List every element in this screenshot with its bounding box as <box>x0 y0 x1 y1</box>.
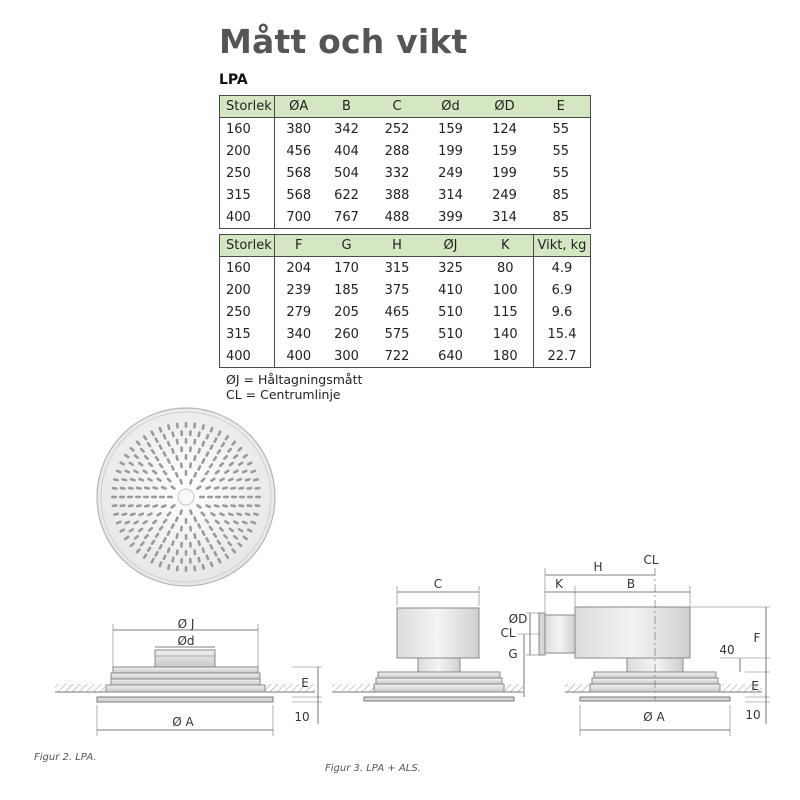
table-cell: 315 <box>220 184 275 206</box>
perforation-slot <box>185 566 188 572</box>
product-subtitle: LPA <box>219 72 248 88</box>
table-cell: 510 <box>438 304 463 320</box>
table-cell: 300 <box>323 345 371 368</box>
table-cell: 249 <box>438 165 463 181</box>
column-header: K <box>478 235 534 257</box>
table-cell: 252 <box>384 121 410 137</box>
perforation-slot <box>207 496 213 499</box>
table-cell: 504 <box>334 165 359 181</box>
perforation-slot <box>185 534 188 540</box>
diffuser-top-view <box>97 408 275 586</box>
table-cell: 767 <box>323 206 371 229</box>
perforation-slot <box>231 496 237 499</box>
dim-h-label: H <box>593 560 603 574</box>
dim-f-label: F <box>753 631 761 645</box>
table-cell: 488 <box>371 206 424 229</box>
perforation-slot <box>189 430 192 436</box>
dim-c-label: C <box>433 577 443 591</box>
table-cell: 465 <box>384 304 410 320</box>
table-cell: 200 <box>220 140 275 162</box>
table-cell: 260 <box>334 326 359 342</box>
table-cell: 115 <box>492 304 518 320</box>
dim-e-label: E <box>301 676 309 690</box>
table-cell: 22.7 <box>534 345 591 368</box>
dim-oj-label: Ø J <box>177 617 195 631</box>
perforation-slot <box>189 558 192 564</box>
dim-oa-label: Ø A <box>643 710 665 724</box>
table-cell: 55 <box>532 162 591 184</box>
table-cell: 6.9 <box>534 279 591 301</box>
perforation-slot <box>167 496 173 499</box>
table-cell: 404 <box>334 143 359 159</box>
table-cell: 55 <box>532 118 591 141</box>
table-cell: 170 <box>334 260 359 276</box>
table-cell: 388 <box>384 187 410 203</box>
table-cell: 575 <box>384 326 410 342</box>
perforation-slot <box>127 496 133 499</box>
column-header: ØD <box>478 96 532 118</box>
dim-k-label: K <box>555 577 563 591</box>
table-cell: 325 <box>438 260 463 276</box>
column-header: F <box>275 235 323 257</box>
page-title: Mått och vikt <box>219 22 468 61</box>
table-cell: 314 <box>438 187 463 203</box>
column-header: C <box>371 96 424 118</box>
table-cell: 239 <box>286 282 312 298</box>
table-cell: 85 <box>532 184 591 206</box>
table-cell: 314 <box>478 206 532 229</box>
table-cell: 180 <box>478 345 534 368</box>
table-cell: 640 <box>424 345 478 368</box>
table-cell: 700 <box>275 206 323 229</box>
perforation-slot <box>223 496 229 499</box>
table-cell: 456 <box>286 143 312 159</box>
column-header: B <box>323 96 371 118</box>
perforation-slot <box>119 496 125 499</box>
perforation-slot <box>247 496 253 499</box>
table-cell: 510 <box>438 326 463 342</box>
table-cell: 55 <box>532 140 591 162</box>
table-cell: 410 <box>438 282 463 298</box>
table-cell: 342 <box>334 121 359 137</box>
perforation-slot <box>159 496 165 499</box>
dim-cl-top-label: CL <box>643 553 659 567</box>
table-cell: 160 <box>220 118 275 141</box>
table-cell: 200 <box>220 279 275 301</box>
perforation-slot <box>255 496 261 499</box>
perforation-slot <box>111 496 117 499</box>
figure3-caption: Figur 3. LPA + ALS. <box>325 763 421 774</box>
perforation-slot <box>180 430 183 436</box>
perforation-slot <box>239 496 245 499</box>
table-cell: 9.6 <box>534 301 591 323</box>
table-cell: 199 <box>492 165 517 181</box>
table-cell: 124 <box>492 121 517 137</box>
dim-oa-label: Ø A <box>172 715 194 729</box>
table-cell: 100 <box>492 282 518 298</box>
column-header: E <box>532 96 591 118</box>
figure3-side-view <box>500 553 770 736</box>
table-cell: 568 <box>286 187 312 203</box>
perforation-slot <box>185 454 188 460</box>
table-cell: 185 <box>334 282 359 298</box>
table-cell: 315 <box>384 260 410 276</box>
column-header: Ød <box>424 96 478 118</box>
table-cell: 288 <box>384 143 410 159</box>
dim-e-label: E <box>751 679 759 693</box>
perforation-slot <box>151 496 157 499</box>
column-header: G <box>323 235 371 257</box>
figure2-side-view <box>55 617 322 736</box>
figure2-caption: Figur 2. LPA. <box>34 752 97 763</box>
perforation-slot <box>180 558 183 564</box>
table-cell: 249 <box>492 187 517 203</box>
column-header: Storlek <box>220 96 275 118</box>
perforation-slot <box>185 438 188 444</box>
column-header: H <box>371 235 424 257</box>
dim-10-label: 10 <box>745 708 761 722</box>
table-cell: 340 <box>286 326 312 342</box>
perforation-slot <box>185 550 188 556</box>
perforation-slot <box>199 496 205 499</box>
table-cell: 140 <box>492 326 518 342</box>
table-cell: 622 <box>334 187 359 203</box>
table-cell: 4.9 <box>534 257 591 280</box>
table-cell: 722 <box>371 345 424 368</box>
perforation-slot <box>135 496 141 499</box>
dim-40-label: 40 <box>719 643 735 657</box>
column-header: ØA <box>275 96 323 118</box>
perforation-slot <box>185 422 188 428</box>
note-oj: ØJ = Håltagningsmått <box>226 372 363 387</box>
perforation-slot <box>143 496 149 499</box>
perforation-slot <box>185 470 188 476</box>
perforation-slot <box>215 496 221 499</box>
table-cell: 205 <box>334 304 359 320</box>
column-header: ØJ <box>424 235 478 257</box>
table-cell: 159 <box>438 121 463 137</box>
center-cap <box>178 489 194 505</box>
dim-b-label: B <box>626 577 636 591</box>
figure3-front-view <box>332 577 523 701</box>
column-header: Vikt, kg <box>534 235 591 257</box>
dim-g-label: G <box>508 647 518 661</box>
table-cell: 315 <box>220 323 275 345</box>
table-cell: 250 <box>220 162 275 184</box>
table-cell: 204 <box>286 260 312 276</box>
table-cell: 85 <box>532 206 591 229</box>
dim-od-label: ØD <box>508 612 528 626</box>
table-cell: 400 <box>220 206 275 229</box>
table-cell: 375 <box>384 282 410 298</box>
perforation-slot <box>185 518 188 524</box>
table-cell: 199 <box>438 143 463 159</box>
table-cell: 80 <box>496 260 514 276</box>
table-cell: 332 <box>384 165 410 181</box>
table-cell: 380 <box>286 121 312 137</box>
table-cell: 279 <box>286 304 312 320</box>
table-cell: 568 <box>286 165 312 181</box>
table-cell: 159 <box>492 143 517 159</box>
table-cell: 160 <box>220 257 275 280</box>
table-cell: 250 <box>220 301 275 323</box>
column-header: Storlek <box>220 235 275 257</box>
dim-od-label: Ød <box>177 634 195 648</box>
table-cell: 400 <box>275 345 323 368</box>
table-cell: 400 <box>220 345 275 368</box>
table-cell: 399 <box>424 206 478 229</box>
note-cl: CL = Centrumlinje <box>226 387 341 402</box>
dim-cl-side-label: CL <box>500 626 516 640</box>
table-cell: 15.4 <box>534 323 591 345</box>
dim-10-label: 10 <box>294 710 310 724</box>
